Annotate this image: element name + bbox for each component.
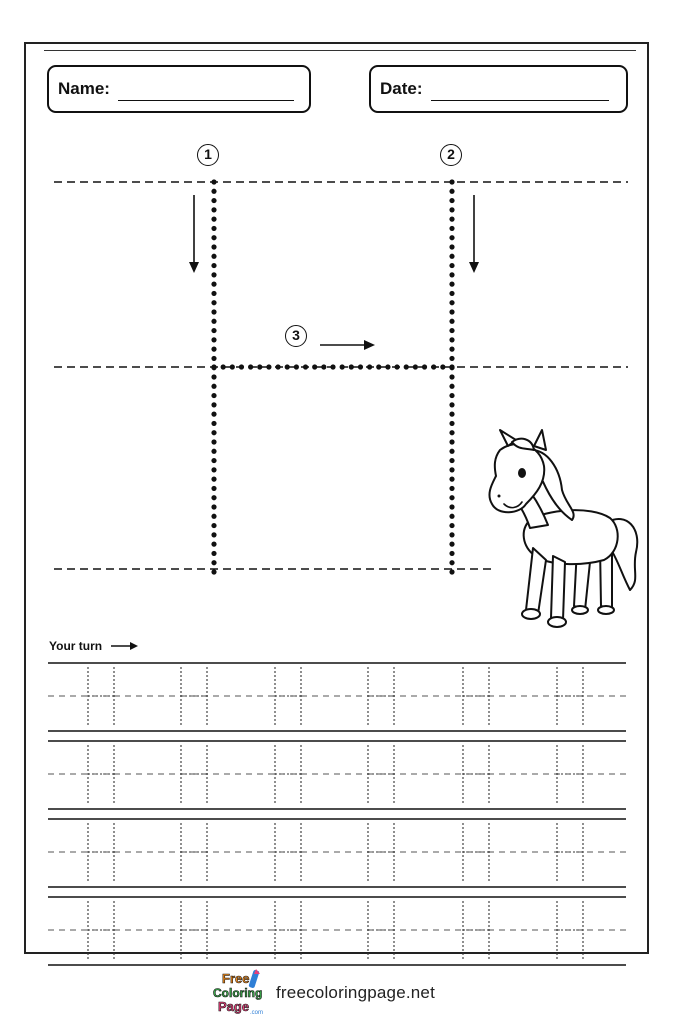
trace-letter [463,823,489,883]
trace-letter [275,745,301,805]
date-label: Date: [380,79,423,98]
trace-letter [557,823,583,883]
svg-text:.com: .com [250,1010,264,1016]
svg-text:Page: Page [218,999,250,1014]
practice-row [48,819,626,887]
step-2-badge: 2 [440,144,462,166]
trace-letter [463,745,489,805]
site-url[interactable]: freecoloringpage.net [276,983,436,1002]
name-label: Name: [58,79,110,98]
trace-letter [275,667,301,727]
footer [212,968,435,1018]
svg-text:Coloring: Coloring [213,986,263,1000]
practice-row [48,897,626,965]
trace-letter [557,745,583,805]
trace-letter [368,901,394,961]
trace-letter [181,667,207,727]
trace-letter [181,745,207,805]
trace-letter [88,745,114,805]
trace-letter [181,823,207,883]
site-logo [212,968,268,1018]
svg-text:Free: Free [222,971,250,986]
trace-letter [368,745,394,805]
step-3-badge: 3 [285,325,307,347]
practice-row [48,663,626,731]
step-1-badge: 1 [197,144,219,166]
your-turn-text: Your turn [49,639,103,653]
trace-letter [557,667,583,727]
trace-letter [463,901,489,961]
practice-row [48,741,626,809]
trace-letter [181,901,207,961]
trace-letter [275,901,301,961]
trace-letter [88,823,114,883]
trace-letter [88,667,114,727]
trace-letter [275,823,301,883]
trace-letter [557,901,583,961]
trace-letter [368,667,394,727]
trace-letter [88,901,114,961]
trace-letter [463,667,489,727]
trace-letter [368,823,394,883]
